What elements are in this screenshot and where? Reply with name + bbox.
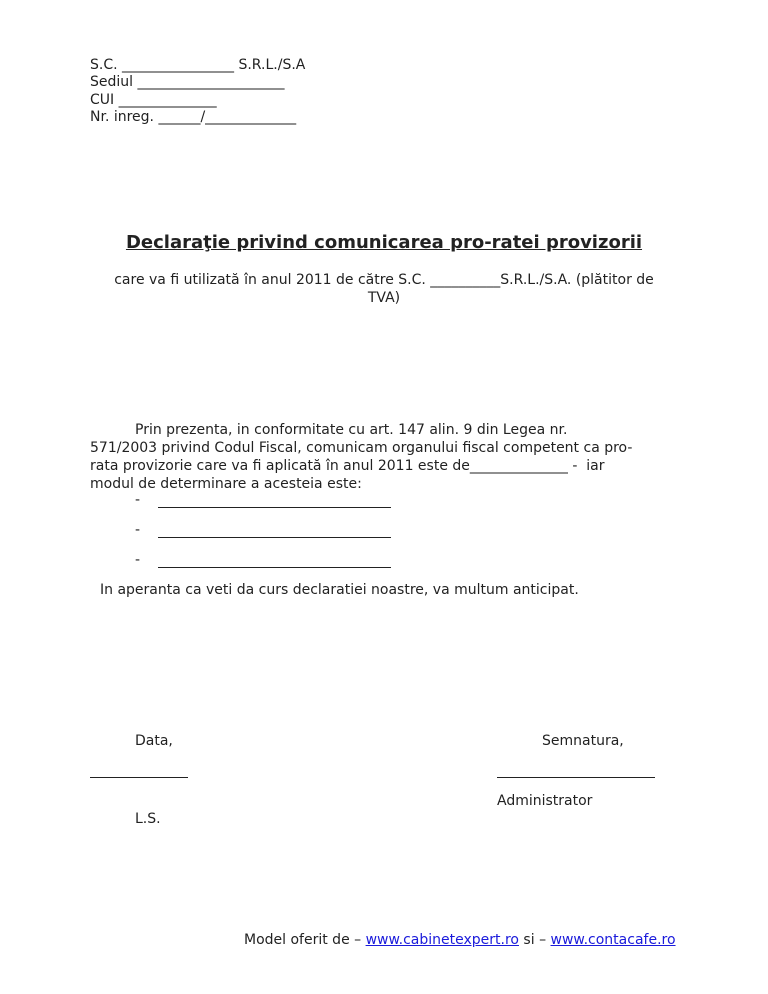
blank-line-1 <box>158 507 391 508</box>
body-line-4: modul de determinare a acesteia este: <box>90 476 362 492</box>
company-cui-line: CUI ______________ <box>90 92 217 108</box>
closing-sentence: In aperanta ca veti da curs declaratiei noastre, va multum anticipat. <box>100 582 579 598</box>
footer <box>244 932 676 949</box>
subtitle-line-2: TVA) <box>367 290 401 306</box>
date-blank-line <box>90 777 188 778</box>
signature-label: Semnatura, <box>542 733 624 749</box>
body-line-1: Prin prezenta, in conformitate cu art. 147 alin. 9 din Legea nr. <box>135 422 568 438</box>
document-title: Declaraţie privind comunicarea pro-ratei provizorii <box>125 232 643 253</box>
footer-prefix: Model oferit de – <box>244 932 366 948</box>
footer-middle: si – <box>518 932 551 948</box>
administrator-label: Administrator <box>497 793 593 809</box>
company-nr-line: Nr. inreg. ______/_____________ <box>90 109 297 125</box>
date-label: Data, <box>135 733 173 749</box>
subtitle-line-1: care va fi utilizată în anul 2011 de către S.C. __________S.R.L./S.A. (plătitor de <box>114 272 654 288</box>
list-item-dash-3: - <box>135 552 141 568</box>
body-line-3: rata provizorie care va fi aplicată în anul 2011 este de______________ - iar <box>90 458 605 474</box>
company-sediu-line: Sediul _____________________ <box>90 74 285 90</box>
signature-blank-line <box>497 777 655 778</box>
body-line-2: 571/2003 privind Codul Fiscal, comunicam organului fiscal competent ca pro- <box>90 440 633 456</box>
blank-line-3 <box>158 567 391 568</box>
contacafe-link[interactable]: www.contacafe.ro <box>550 932 676 948</box>
list-item-dash-2: - <box>135 522 141 538</box>
company-sc-line: S.C. ________________ S.R.L./S.A <box>90 57 306 73</box>
cabinetexpert-link[interactable]: www.cabinetexpert.ro <box>365 932 519 948</box>
list-item-dash-1: - <box>135 492 141 508</box>
ls-label: L.S. <box>135 811 161 827</box>
blank-line-2 <box>158 537 391 538</box>
